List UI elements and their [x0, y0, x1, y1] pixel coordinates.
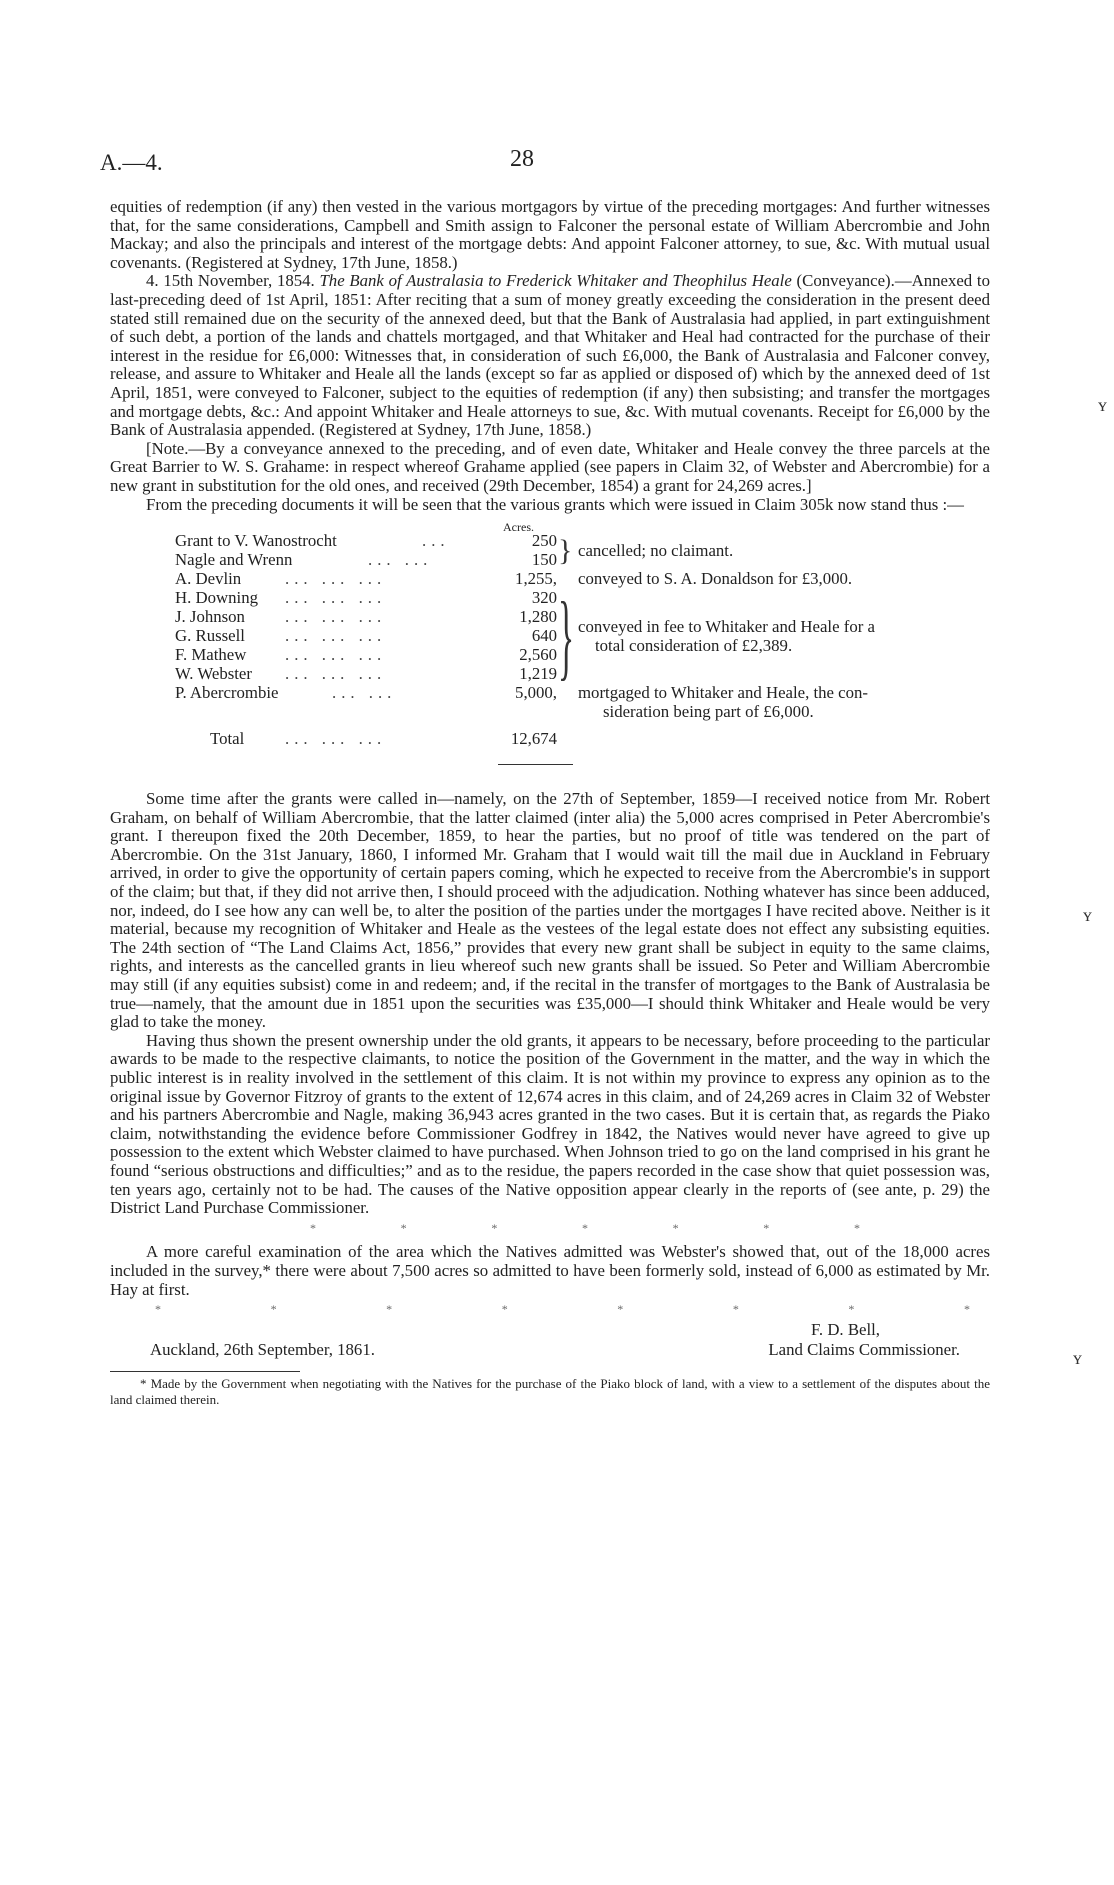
separator-star: *: [672, 1220, 679, 1235]
separator-star: *: [732, 1302, 739, 1317]
grantee-name: J. Johnson: [175, 607, 245, 627]
table-note: cancelled; no claimant.: [578, 541, 734, 561]
grantee-name: F. Mathew: [175, 645, 247, 665]
acres-value: 320: [531, 588, 557, 608]
table-row: [110, 532, 990, 551]
page-number: 28: [510, 146, 534, 172]
grantee-name: G. Russell: [175, 626, 245, 646]
table-row: [110, 551, 990, 570]
separator-star: *: [848, 1302, 855, 1317]
separator-star: *: [963, 1302, 970, 1317]
paragraph-conveyance: [110, 272, 990, 439]
grantee-name: Grant to V. Wanostrocht: [175, 531, 337, 551]
separator-star: *: [386, 1302, 393, 1317]
leader-dots: ...: [422, 531, 450, 551]
footnote-rule: [110, 1371, 300, 1372]
table-row: [110, 665, 990, 684]
margin-tick-mark: ʏ: [1073, 1348, 1082, 1368]
brace-icon: }: [558, 582, 575, 690]
grantee-name: A. Devlin: [175, 569, 242, 589]
separator-star: *: [617, 1302, 624, 1317]
conveyance-text: (Conveyance).—Annexed to last-preceding deed of 1st April, 1851: After reciting that a sum of money greatly exceeding the consideration in the present deed stated still remained due on the security of the annexed deed, but that the Bank of Australasia had applied, in part extinguishment of such debt, a portion of the lands and chattels mortgaged, and that Whitaker and Heal had contracted for the purchase of their interest in the residue for £6,000: Witnesses that, in consideration of such £6,000, the Bank of Australasia and Falconer convey, release, and assure to Whitaker and Heale all the lands (except so far as applied or disposed of) which by the annexed deed of 1st April, 1851, were conveyed to Falconer, subject to the equities of redemption (if any) then subsisting; and transfer the mortgages and mortgage debts, &c.: And appoint Whitaker and Heale attorneys to sue, &c. With mutual covenants. Receipt for £6,000 by the Bank of Australasia appended. (Registered at Sydney, 17th June, 1858.): [110, 271, 990, 440]
table-note: conveyed in fee to Whitaker and Heale for a: [578, 617, 875, 637]
paragraph-note: [Note.—By a conveyance annexed to the preceding, and of even date, Whitaker and Heale convey the three parcels at the Great Barrier to W. S. Grahame: in respect whereof Grahame applied (see papers in Claim 32, of Webster and Abercrombie) for a new grant in substitution for the old ones, and received (29th December, 1854) a grant for 24,269 acres.]: [110, 438, 990, 495]
total-value: 12,674: [510, 729, 557, 749]
paragraph-intro: From the preceding documents it will be seen that the various grants which were issued in Claim 305k now stand thus :—: [146, 494, 964, 514]
table-note: sideration being part of £6,000.: [603, 702, 814, 722]
separator-star: *: [581, 1220, 588, 1235]
leader-dots: ... ... ...: [285, 729, 387, 749]
section-separator: [110, 1219, 990, 1238]
conveyance-parties: The Bank of Australasia to Frederick Whitaker and Theophilus Heale: [319, 271, 792, 291]
paragraph-survey: A more careful examination of the area which the Natives admitted was Webster's showed that, out of the 18,000 acres included in the survey,* there were about 7,500 acres so admitted to have been formerly sold, instead of 6,000 as estimated by Mr. Hay at first.: [110, 1242, 990, 1299]
separator-star: *: [853, 1220, 860, 1235]
separator-star: *: [270, 1302, 277, 1317]
separator-star: *: [310, 1220, 316, 1235]
table-row: [110, 684, 990, 703]
separator-star: *: [155, 1302, 161, 1317]
grantee-name: P. Abercrombie: [175, 683, 279, 703]
acres-value: 150: [531, 550, 557, 570]
paragraph-government-position: Having thus shown the present ownership under the old grants, it appears to be necessary, before proceeding to the particular awards to be made to the respective claimants, to notice the position of the Government in the matter, and the way in which the public interest is in reality involved in the settlement of this claim. It is not within my province to express any opinion as to the original issue by Governor Fitzroy of grants to the extent of 12,674 acres in this claim, and of 24,269 acres in Claim 32 of Webster and his partners Abercrombie and Nagle, making 36,943 acres granted in the two cases. But it is certain that, as regards the Piako claim, notwithstanding the evidence before Commissioner Godfrey in 1842, the Natives would never have agreed to give up possession to the extent which Webster claimed to have purchased. When Johnson tried to go on the land comprised in his grant he found “serious obstructions and difficulties;” and as to the residue, the papers recorded in the case show that quiet possession was, ten years ago, certainly not to be had. The causes of the Native opposition appear clearly in the reports of (see ante, p. 29) the District Land Purchase Commissioner.: [110, 1030, 990, 1218]
acres-value: 1,255,: [515, 569, 557, 589]
paragraph-equities: equities of redemption (if any) then vested in the various mortgagors by virtue of the preceding mortgages: And further witnesses that, for the same considerations, Campbell and Smith assign to Falconer the personal estate of William Abercrombie and John Mackay; and also the principals and interest of the mortgage debts: And appoint Falconer attorney, to sue, &c. With mutual usual covenants. (Registered at Sydney, 17th June, 1858.): [110, 197, 990, 272]
grantee-name: H. Downing: [175, 588, 258, 608]
acres-value: 5,000,: [515, 683, 557, 703]
grants-table: [110, 518, 990, 790]
paragraph-abercrombie-claim: Some time after the grants were called in—namely, on the 27th of September, 1859—I received notice from Mr. Robert Graham, on behalf of William Abercrombie, that the latter claimed (inter alia) the 5,000 acres comprised in Peter Abercrombie's grant. I thereupon fixed the 20th December, 1859, to hear the parties, but no proof of title was tendered on the part of Abercrombie. On the 31st January, 1860, I informed Mr. Graham that I would wait till the mail due in Auckland in February arrived, in order to give the opportunity of certain papers coming, which he expected to receive from the Abercrombie's in support of the claim; but that, if they did not arrive then, I should proceed with the adjudication. Nothing whatever has since been adduced, nor, indeed, do I see how any can well be, to alter the position of the parties under the mortgages I have recited above. Neither is it material, because my recognition of Whitaker and Heale as the vestees of the legal estate does not effect any subsisting equities. The 24th section of “The Land Claims Act, 1856,” provides that every new grant shall be subject in equity to the same claims, rights, and interests as the cancelled grants in lieu whereof such new grants shall be issued. So Peter and William Abercrombie may still (if any equities subsist) come in and redeem; and, if the recital in the transfer of mortgages to the Bank of Australasia be true—namely, that the amount due in 1851 upon the securities was £35,000—I should think Whitaker and Heale would be very glad to take the money.: [110, 789, 990, 1032]
acres-value: 250: [531, 531, 557, 551]
signature-date: Auckland, 26th September, 1861.: [150, 1339, 375, 1359]
leader-dots: ... ... ...: [285, 569, 387, 589]
footnote: * Made by the Government when negotiating with the Natives for the purchase of the Piako block of land, with a view to a settlement of the disputes about the land claimed therein.: [110, 1375, 990, 1407]
leader-dots: ... ... ...: [285, 607, 387, 627]
separator-star: *: [501, 1302, 508, 1317]
signatory-name: F. D. Bell,: [810, 1319, 880, 1339]
leader-dots: ... ... ...: [285, 588, 387, 608]
acres-value: 2,560: [519, 645, 557, 665]
document-body: [110, 198, 990, 1408]
table-note: total consideration of £2,389.: [595, 636, 793, 656]
total-row: [110, 730, 990, 749]
total-rule: [498, 764, 573, 765]
margin-tick-mark: ʏ: [1098, 395, 1107, 415]
brace-icon: }: [558, 534, 573, 568]
acres-value: 1,280: [519, 607, 557, 627]
separator-star: *: [400, 1220, 407, 1235]
acres-column-header: Acres.: [503, 520, 534, 535]
signature-block: [110, 1321, 990, 1367]
conveyance-date: 4. 15th November, 1854.: [146, 271, 315, 291]
section-separator: [110, 1300, 990, 1319]
separator-star: *: [763, 1220, 770, 1235]
document-reference: A.—4.: [100, 150, 163, 175]
acres-value: 640: [531, 626, 557, 646]
leader-dots: ... ... ...: [285, 645, 387, 665]
margin-tick-mark: ʏ: [1083, 905, 1092, 925]
leader-dots: ... ...: [368, 550, 433, 570]
grantee-name: W. Webster: [175, 664, 252, 684]
table-row: [110, 570, 990, 589]
table-row: [110, 589, 990, 608]
acres-value: 1,219: [519, 664, 557, 684]
leader-dots: ... ... ...: [285, 664, 387, 684]
table-row: [110, 646, 990, 665]
grantee-name: Nagle and Wrenn: [175, 550, 293, 570]
separator-star: *: [491, 1220, 498, 1235]
table-note: conveyed to S. A. Donaldson for £3,000.: [578, 569, 853, 589]
leader-dots: ... ...: [332, 683, 397, 703]
leader-dots: ... ... ...: [285, 626, 387, 646]
signatory-title: Land Claims Commissioner.: [768, 1339, 960, 1359]
table-note: mortgaged to Whitaker and Heale, the con-: [578, 683, 868, 703]
page-header: [100, 146, 990, 184]
total-label: Total: [210, 729, 245, 749]
